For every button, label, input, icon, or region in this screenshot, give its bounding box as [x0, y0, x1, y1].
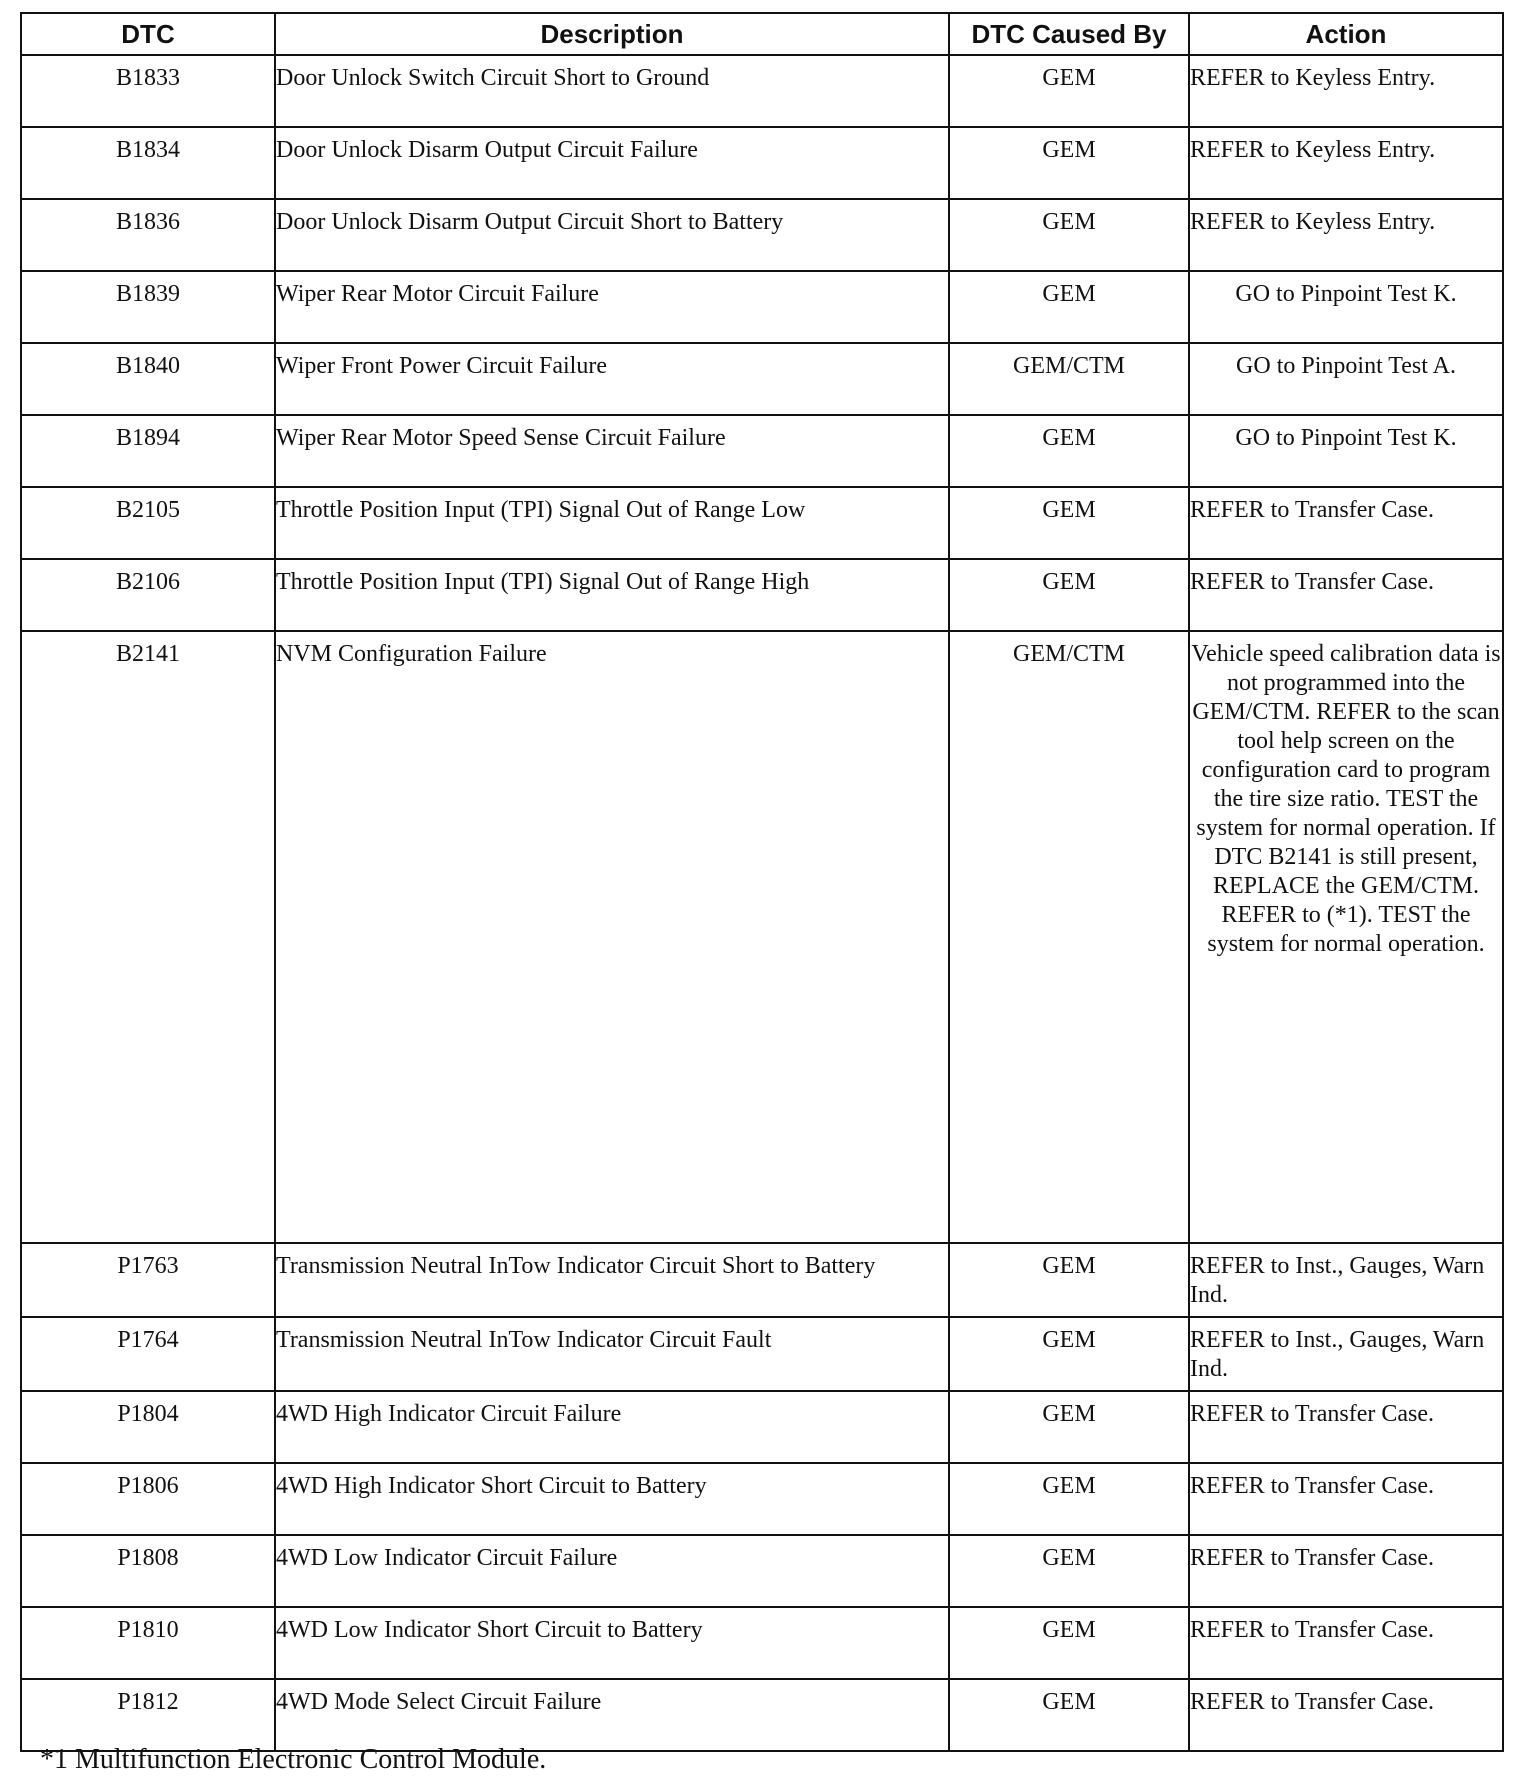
dtc-code: B2106	[21, 559, 275, 631]
dtc-caused-by: GEM	[949, 1243, 1189, 1317]
table-row	[21, 487, 1503, 559]
dtc-code: B2105	[21, 487, 275, 559]
table-row	[21, 1535, 1503, 1607]
dtc-action: REFER to Keyless Entry.	[1189, 199, 1503, 271]
dtc-description: 4WD Mode Select Circuit Failure	[275, 1679, 949, 1751]
header-dtc: DTC	[21, 13, 275, 55]
dtc-code: P1804	[21, 1391, 275, 1463]
table-row	[21, 1607, 1503, 1679]
table-row	[21, 343, 1503, 415]
dtc-action: REFER to Keyless Entry.	[1189, 127, 1503, 199]
dtc-code: B1836	[21, 199, 275, 271]
dtc-description: Door Unlock Disarm Output Circuit Failure	[275, 127, 949, 199]
dtc-description: Door Unlock Disarm Output Circuit Short to Battery	[275, 199, 949, 271]
dtc-caused-by: GEM	[949, 415, 1189, 487]
dtc-code: P1764	[21, 1317, 275, 1391]
dtc-code: B1894	[21, 415, 275, 487]
dtc-caused-by: GEM/CTM	[949, 631, 1189, 1243]
dtc-caused-by: GEM	[949, 1607, 1189, 1679]
dtc-action: REFER to Transfer Case.	[1189, 559, 1503, 631]
dtc-caused-by: GEM	[949, 1463, 1189, 1535]
dtc-action: GO to Pinpoint Test K.	[1189, 415, 1503, 487]
dtc-caused-by: GEM	[949, 199, 1189, 271]
dtc-action: GO to Pinpoint Test A.	[1189, 343, 1503, 415]
dtc-caused-by: GEM	[949, 1391, 1189, 1463]
dtc-caused-by: GEM	[949, 1317, 1189, 1391]
dtc-code: P1808	[21, 1535, 275, 1607]
table-row	[21, 1679, 1503, 1751]
header-action: Action	[1189, 13, 1503, 55]
dtc-action: REFER to Keyless Entry.	[1189, 55, 1503, 127]
dtc-table	[20, 12, 1504, 1752]
footnote: *1 Multifunction Electronic Control Module.	[40, 1744, 547, 1775]
dtc-description: Wiper Rear Motor Speed Sense Circuit Failure	[275, 415, 949, 487]
dtc-description: Transmission Neutral InTow Indicator Circuit Short to Battery	[275, 1243, 949, 1317]
dtc-action: Vehicle speed calibration data is not programmed into the GEM/CTM. REFER to the scan tool help screen on the configuration card to program the tire size ratio. TEST the system for normal operation. If DTC B2141 is still present, REPLACE the GEM/CTM. REFER to (*1). TEST the system for normal operation.	[1189, 631, 1503, 1243]
dtc-description: 4WD Low Indicator Circuit Failure	[275, 1535, 949, 1607]
dtc-action: REFER to Inst., Gauges, Warn Ind.	[1189, 1243, 1503, 1317]
table-row	[21, 1317, 1503, 1391]
table-row	[21, 1243, 1503, 1317]
table-row	[21, 1463, 1503, 1535]
dtc-action: GO to Pinpoint Test K.	[1189, 271, 1503, 343]
dtc-caused-by: GEM	[949, 1535, 1189, 1607]
dtc-description: NVM Configuration Failure	[275, 631, 949, 1243]
dtc-caused-by: GEM	[949, 1679, 1189, 1751]
dtc-code: P1763	[21, 1243, 275, 1317]
dtc-code: B1833	[21, 55, 275, 127]
header-caused-by: DTC Caused By	[949, 13, 1189, 55]
dtc-description: 4WD High Indicator Circuit Failure	[275, 1391, 949, 1463]
dtc-code: P1812	[21, 1679, 275, 1751]
table-row	[21, 55, 1503, 127]
dtc-action: REFER to Inst., Gauges, Warn Ind.	[1189, 1317, 1503, 1391]
dtc-description: Wiper Front Power Circuit Failure	[275, 343, 949, 415]
dtc-action: REFER to Transfer Case.	[1189, 1535, 1503, 1607]
dtc-description: Throttle Position Input (TPI) Signal Out of Range Low	[275, 487, 949, 559]
dtc-caused-by: GEM	[949, 559, 1189, 631]
table-row	[21, 559, 1503, 631]
dtc-description: Throttle Position Input (TPI) Signal Out of Range High	[275, 559, 949, 631]
dtc-caused-by: GEM	[949, 487, 1189, 559]
dtc-action: REFER to Transfer Case.	[1189, 1463, 1503, 1535]
header-description: Description	[275, 13, 949, 55]
dtc-caused-by: GEM/CTM	[949, 343, 1189, 415]
dtc-code: B2141	[21, 631, 275, 1243]
dtc-description: Transmission Neutral InTow Indicator Circuit Fault	[275, 1317, 949, 1391]
dtc-description: 4WD Low Indicator Short Circuit to Battery	[275, 1607, 949, 1679]
table-row	[21, 199, 1503, 271]
dtc-action: REFER to Transfer Case.	[1189, 1607, 1503, 1679]
dtc-code: P1810	[21, 1607, 275, 1679]
table-row	[21, 127, 1503, 199]
dtc-code: B1839	[21, 271, 275, 343]
dtc-caused-by: GEM	[949, 271, 1189, 343]
dtc-action: REFER to Transfer Case.	[1189, 1391, 1503, 1463]
table-row	[21, 271, 1503, 343]
dtc-caused-by: GEM	[949, 55, 1189, 127]
dtc-action: REFER to Transfer Case.	[1189, 1679, 1503, 1751]
dtc-description: Door Unlock Switch Circuit Short to Ground	[275, 55, 949, 127]
dtc-description: Wiper Rear Motor Circuit Failure	[275, 271, 949, 343]
dtc-code: P1806	[21, 1463, 275, 1535]
dtc-caused-by: GEM	[949, 127, 1189, 199]
table-row	[21, 415, 1503, 487]
dtc-code: B1834	[21, 127, 275, 199]
dtc-description: 4WD High Indicator Short Circuit to Battery	[275, 1463, 949, 1535]
table-header-row	[21, 13, 1503, 55]
dtc-action: REFER to Transfer Case.	[1189, 487, 1503, 559]
table-row	[21, 1391, 1503, 1463]
table-row	[21, 631, 1503, 1243]
dtc-code: B1840	[21, 343, 275, 415]
